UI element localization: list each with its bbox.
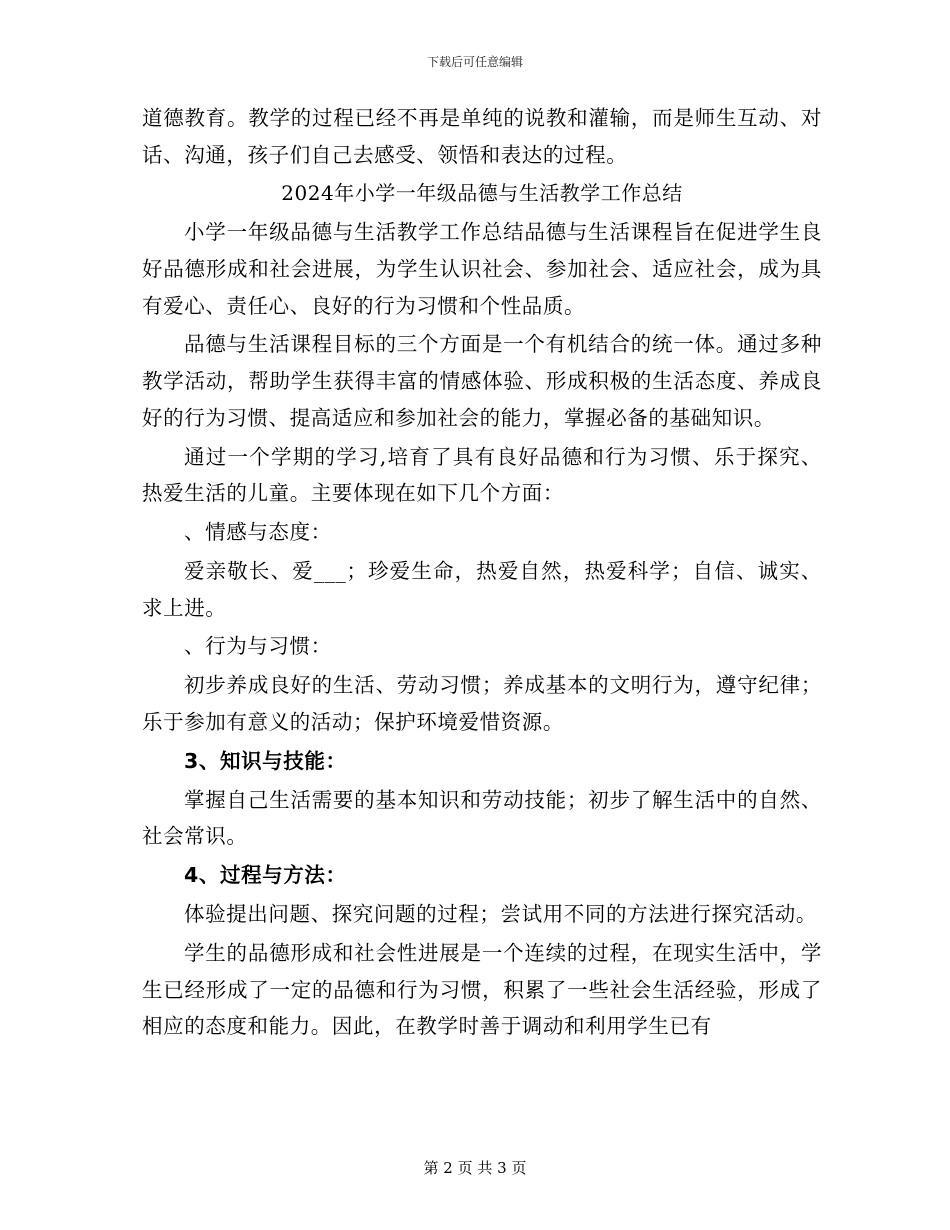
paragraph-continuation: 道德教育。教学的过程已经不再是单纯的说教和灌输，而是师生互动、对话、沟通，孩子们自己去感受、领悟和表达的过程。 <box>142 106 822 167</box>
paragraph: 掌握自己生活需要的基本知识和劳动技能；初步了解生活中的自然、社会常识。 <box>142 787 822 849</box>
paragraph: 初步养成良好的生活、劳动习惯；养成基本的文明行为，遵守纪律；乐于参加有意义的活动；保护环境爱惜资源。 <box>142 673 822 734</box>
paragraph: 品德与生活课程目标的三个方面是一个有机结合的统一体。通过多种教学活动，帮助学生获得丰富的情感体验、形成积极的生活态度、养成良好的行为习惯、提高适应和参加社会的能力，掌握必备的基础知识。 <box>142 332 822 430</box>
page-header: 下载后可任意编辑 <box>426 55 523 69</box>
page-footer: 第 2 页 共 3 页 <box>423 1159 527 1177</box>
section-heading: 、情感与态度： <box>184 520 332 545</box>
paragraph: 体验提出问题、探究问题的过程；尝试用不同的方法进行探究活动。 <box>184 902 817 927</box>
section-heading: 、行为与习惯： <box>184 634 332 659</box>
document-body <box>142 100 822 1047</box>
paragraph: 小学一年级品德与生活教学工作总结品德与生活课程旨在促进学生良好品德形成和社会进展，为学生认识社会、参加社会、适应社会，成为具有爱心、责任心、良好的行为习惯和个性品质。 <box>142 220 822 318</box>
paragraph: 通过一个学期的学习,培育了具有良好品德和行为习惯、乐于探究、热爱生活的儿童。主要体现在如下几个方面： <box>142 444 822 506</box>
section-heading: 4、过程与方法： <box>184 863 347 888</box>
paragraph: 学生的品德形成和社会性进展是一个连续的过程，在现实生活中，学生已经形成了一定的品德和行为习惯，积累了一些社会生活经验，形成了相应的态度和能力。因此，在教学时善于调动和利用学生已有 <box>142 940 822 1039</box>
paragraph: 爱亲敬长、爱___；珍爱生命，热爱自然，热爱科学；自信、诚实、求上进。 <box>142 558 822 620</box>
document-title: 2024年小学一年级品德与生活教学工作总结 <box>281 181 683 206</box>
section-heading: 3、知识与技能： <box>184 748 347 773</box>
